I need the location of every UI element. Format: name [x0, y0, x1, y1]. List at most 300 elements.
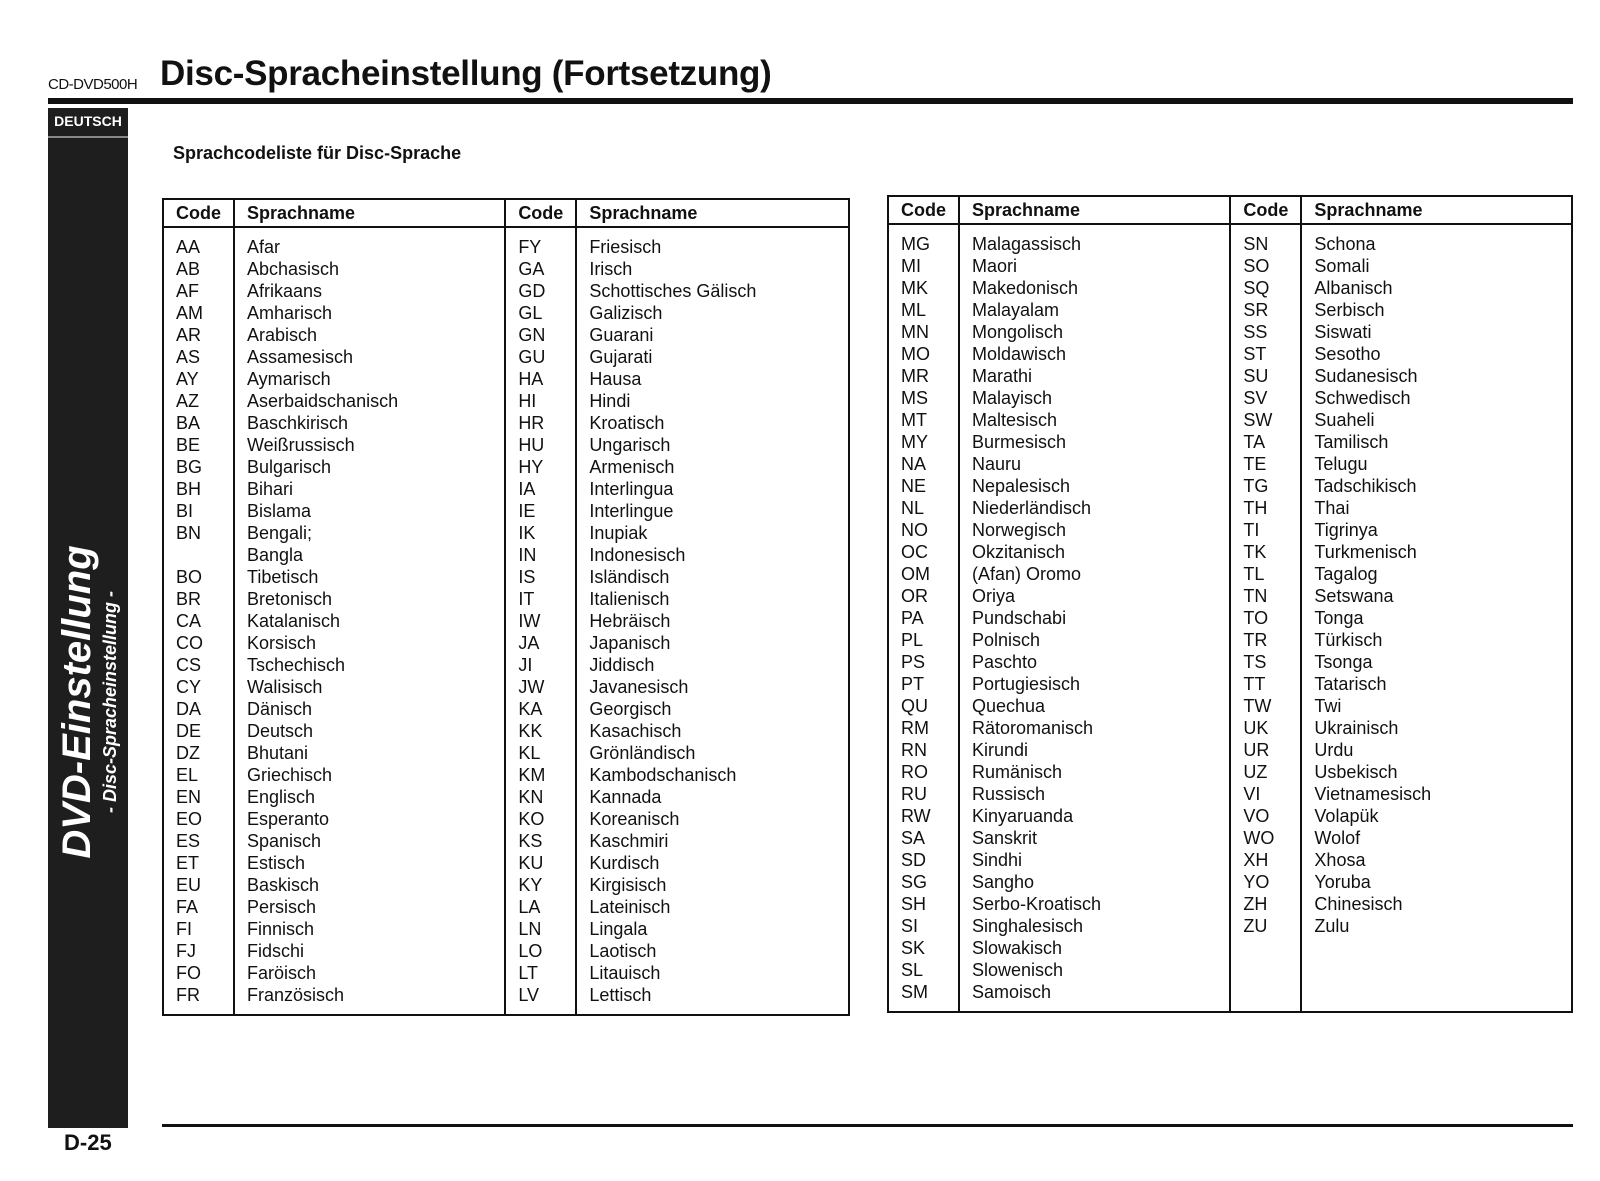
language-name: Bihari [234, 478, 505, 500]
language-code: TK [1230, 541, 1301, 563]
language-name: Suaheli [1314, 410, 1375, 430]
language-name: Walisisch [234, 676, 505, 698]
section-subheading: Sprachcodeliste für Disc-Sprache [173, 143, 462, 163]
table-row [888, 849, 1572, 871]
table-row [888, 805, 1572, 827]
language-code: MR [888, 365, 959, 387]
language-name: Aymarisch [234, 368, 505, 390]
language-code [163, 544, 234, 566]
table-row [163, 368, 849, 390]
column-header-name: Sprachname [959, 196, 1230, 224]
language-name: Spanisch [234, 830, 505, 852]
table-row [888, 739, 1572, 761]
table-row [888, 365, 1572, 387]
table-row [163, 984, 849, 1015]
language-name: Malagassisch [959, 224, 1230, 255]
language-name: Twi [1314, 696, 1342, 716]
language-code: FO [163, 962, 234, 984]
language-name: Sangho [959, 871, 1230, 893]
language-name: Portugiesisch [959, 673, 1230, 695]
language-name: Georgisch [589, 699, 672, 719]
language-name: Arabisch [234, 324, 505, 346]
table-row [888, 695, 1572, 717]
language-code: GU [505, 346, 576, 368]
language-code: BE [163, 434, 234, 456]
language-name: Kaschmiri [589, 831, 669, 851]
language-name: Inupiak [589, 523, 648, 543]
language-code: OR [888, 585, 959, 607]
language-code: MG [888, 224, 959, 255]
language-name: Italienisch [589, 589, 670, 609]
table-row [163, 786, 849, 808]
table-row [163, 764, 849, 786]
language-code: KM [505, 764, 576, 786]
language-code: KO [505, 808, 576, 830]
language-code: FA [163, 896, 234, 918]
language-name: Tatarisch [1314, 674, 1387, 694]
language-name: Finnisch [234, 918, 505, 940]
language-code: BG [163, 456, 234, 478]
language-name: Laotisch [589, 941, 657, 961]
language-code: IA [505, 478, 576, 500]
language-name: Armenisch [589, 457, 675, 477]
language-name: Estisch [234, 852, 505, 874]
language-name: Tsonga [1314, 652, 1373, 672]
sidebar-section-label [55, 545, 121, 858]
language-code: BO [163, 566, 234, 588]
table-row [163, 346, 849, 368]
table-row [163, 456, 849, 478]
language-code: RU [888, 783, 959, 805]
language-code: FY [505, 227, 576, 258]
language-code: TS [1230, 651, 1301, 673]
language-code: GN [505, 324, 576, 346]
language-code: HR [505, 412, 576, 434]
language-code: CA [163, 610, 234, 632]
table-row [888, 981, 1572, 1012]
language-name: Weißrussisch [234, 434, 505, 456]
table-row [163, 962, 849, 984]
table-row [163, 896, 849, 918]
column-header-code: Code [888, 196, 959, 224]
language-name: Tonga [1314, 608, 1364, 628]
language-code: ZH [1230, 893, 1301, 915]
language-code: TT [1230, 673, 1301, 695]
table-row [888, 871, 1572, 893]
table-body [888, 224, 1572, 1012]
language-name: Serbisch [1314, 300, 1385, 320]
language-code: HI [505, 390, 576, 412]
language-name: Kurdisch [589, 853, 660, 873]
table-row [163, 390, 849, 412]
language-name: Friesisch [589, 237, 662, 257]
language-name: Bislama [234, 500, 505, 522]
language-code: LO [505, 940, 576, 962]
table-row [888, 761, 1572, 783]
language-code: TR [1230, 629, 1301, 651]
language-name: Aserbaidschanisch [234, 390, 505, 412]
language-code: FR [163, 984, 234, 1015]
language-code: BR [163, 588, 234, 610]
language-code: IW [505, 610, 576, 632]
language-name: Schwedisch [1314, 388, 1411, 408]
language-name: Tschechisch [234, 654, 505, 676]
language-code: BI [163, 500, 234, 522]
sidebar [48, 108, 128, 1128]
language-name: Interlingua [589, 479, 674, 499]
language-name: Volapük [1314, 806, 1379, 826]
language-code: HU [505, 434, 576, 456]
language-name: Kirundi [959, 739, 1230, 761]
language-code: ST [1230, 343, 1301, 365]
language-name: Usbekisch [1314, 762, 1398, 782]
language-name: Siswati [1314, 322, 1372, 342]
language-code: MS [888, 387, 959, 409]
language-code: IS [505, 566, 576, 588]
table-row [163, 280, 849, 302]
language-name [1301, 981, 1572, 1012]
language-code: SU [1230, 365, 1301, 387]
language-name: Assamesisch [234, 346, 505, 368]
language-name: Okzitanisch [959, 541, 1230, 563]
language-name: Bulgarisch [234, 456, 505, 478]
table-row [163, 808, 849, 830]
language-name: Gujarati [589, 347, 653, 367]
language-code: QU [888, 695, 959, 717]
language-name: Kroatisch [589, 413, 665, 433]
language-name: Tamilisch [1314, 432, 1389, 452]
table-row [888, 717, 1572, 739]
language-code: GL [505, 302, 576, 324]
language-code: GD [505, 280, 576, 302]
language-code: SW [1230, 409, 1301, 431]
table-row [888, 607, 1572, 629]
language-code: SI [888, 915, 959, 937]
language-name: Serbo-Kroatisch [959, 893, 1230, 915]
language-name [1301, 959, 1572, 981]
language-name: Tibetisch [234, 566, 505, 588]
language-name: Burmesisch [959, 431, 1230, 453]
language-code: KA [505, 698, 576, 720]
language-name: Vietnamesisch [1314, 784, 1432, 804]
language-code: BA [163, 412, 234, 434]
language-code: DZ [163, 742, 234, 764]
language-name: Marathi [959, 365, 1230, 387]
table-row [163, 698, 849, 720]
footer-rule [162, 1124, 1573, 1127]
title-rule [48, 98, 1573, 104]
language-code: IE [505, 500, 576, 522]
language-code: TH [1230, 497, 1301, 519]
language-code: SS [1230, 321, 1301, 343]
language-name: Koreanisch [589, 809, 680, 829]
language-code: XH [1230, 849, 1301, 871]
language-code: MO [888, 343, 959, 365]
language-code: ML [888, 299, 959, 321]
language-name: Moldawisch [959, 343, 1230, 365]
language-code [1230, 937, 1301, 959]
language-code: AY [163, 368, 234, 390]
language-name: Lateinisch [589, 897, 671, 917]
table-row [888, 629, 1572, 651]
language-name: Esperanto [234, 808, 505, 830]
language-name: Samoisch [959, 981, 1230, 1012]
table-row [888, 827, 1572, 849]
language-name: Abchasisch [234, 258, 505, 280]
language-code: AZ [163, 390, 234, 412]
language-code: EL [163, 764, 234, 786]
language-name: Irisch [589, 259, 633, 279]
language-name: Rumänisch [959, 761, 1230, 783]
language-name: Schottisches Gälisch [589, 281, 757, 301]
language-name: Kinyaruanda [959, 805, 1230, 827]
language-name: Fidschi [234, 940, 505, 962]
language-code: UZ [1230, 761, 1301, 783]
language-code: MN [888, 321, 959, 343]
language-name: Baschkirisch [234, 412, 505, 434]
language-code: NO [888, 519, 959, 541]
language-code: FJ [163, 940, 234, 962]
language-code: LV [505, 984, 576, 1015]
language-code: AR [163, 324, 234, 346]
table-row [163, 676, 849, 698]
language-code: ET [163, 852, 234, 874]
language-name: Makedonisch [959, 277, 1230, 299]
language-name: Somali [1314, 256, 1370, 276]
table-row [888, 255, 1572, 277]
language-name: Dänisch [234, 698, 505, 720]
language-name: Amharisch [234, 302, 505, 324]
language-tag: DEUTSCH [54, 113, 122, 129]
table-row [888, 299, 1572, 321]
language-name: Faröisch [234, 962, 505, 984]
column-header-code: Code [1230, 196, 1301, 224]
language-name: Sindhi [959, 849, 1230, 871]
language-code: SK [888, 937, 959, 959]
language-name: Ukrainisch [1314, 718, 1399, 738]
language-code: PA [888, 607, 959, 629]
table-row [163, 720, 849, 742]
language-code: BH [163, 478, 234, 500]
table-row [163, 544, 849, 566]
language-code: AB [163, 258, 234, 280]
language-code: RO [888, 761, 959, 783]
language-code: RN [888, 739, 959, 761]
language-name: Singhalesisch [959, 915, 1230, 937]
language-name: Xhosa [1314, 850, 1366, 870]
table-row [888, 321, 1572, 343]
table-row [163, 324, 849, 346]
table-row [888, 585, 1572, 607]
table-row [888, 277, 1572, 299]
language-code: EU [163, 874, 234, 896]
language-name: Malayalam [959, 299, 1230, 321]
language-code: DA [163, 698, 234, 720]
language-code: AM [163, 302, 234, 324]
language-name: Rätoromanisch [959, 717, 1230, 739]
language-name: Russisch [959, 783, 1230, 805]
language-code: MK [888, 277, 959, 299]
table-row [163, 500, 849, 522]
language-code: YO [1230, 871, 1301, 893]
language-code: DE [163, 720, 234, 742]
language-name: Zulu [1314, 916, 1350, 936]
language-code: HY [505, 456, 576, 478]
language-name: Katalanisch [234, 610, 505, 632]
language-name: Thai [1314, 498, 1350, 518]
language-name: Tagalog [1314, 564, 1378, 584]
language-code: CY [163, 676, 234, 698]
model-number: CD-DVD500H [48, 76, 138, 93]
language-name: Sesotho [1314, 344, 1381, 364]
language-code: CS [163, 654, 234, 676]
language-name: Polnisch [959, 629, 1230, 651]
language-name: Deutsch [234, 720, 505, 742]
table-row [888, 959, 1572, 981]
language-name: Grönländisch [589, 743, 696, 763]
language-name: Litauisch [589, 963, 661, 983]
language-code: SR [1230, 299, 1301, 321]
language-name: Urdu [1314, 740, 1354, 760]
language-name: Paschto [959, 651, 1230, 673]
language-code: LT [505, 962, 576, 984]
table-row [163, 830, 849, 852]
language-code: KK [505, 720, 576, 742]
table-row [163, 434, 849, 456]
table-row [888, 563, 1572, 585]
language-code: JW [505, 676, 576, 698]
language-name: Bretonisch [234, 588, 505, 610]
language-name: Griechisch [234, 764, 505, 786]
language-name: Kambodschanisch [589, 765, 737, 785]
language-name: Malayisch [959, 387, 1230, 409]
table-header-row [888, 196, 1572, 224]
language-name: Kasachisch [589, 721, 682, 741]
language-code: SM [888, 981, 959, 1012]
language-name: Bangla [234, 544, 505, 566]
table-row [888, 541, 1572, 563]
language-code: TN [1230, 585, 1301, 607]
table-row [888, 453, 1572, 475]
language-code: SA [888, 827, 959, 849]
language-name: Bhutani [234, 742, 505, 764]
language-name: Kirgisisch [589, 875, 667, 895]
language-name: Maori [959, 255, 1230, 277]
table-row [888, 224, 1572, 255]
table-row [888, 519, 1572, 541]
language-name: Nauru [959, 453, 1230, 475]
language-name: Korsisch [234, 632, 505, 654]
language-code: CO [163, 632, 234, 654]
language-code: NA [888, 453, 959, 475]
table-body [163, 227, 849, 1015]
language-name: Setswana [1314, 586, 1394, 606]
language-code: TL [1230, 563, 1301, 585]
language-code: MI [888, 255, 959, 277]
language-code: PT [888, 673, 959, 695]
language-name: Afrikaans [234, 280, 505, 302]
language-code: TE [1230, 453, 1301, 475]
language-code: VO [1230, 805, 1301, 827]
language-code: BN [163, 522, 234, 544]
language-name: Lettisch [589, 985, 652, 1005]
language-code: MY [888, 431, 959, 453]
language-name: Jiddisch [589, 655, 655, 675]
language-code: SO [1230, 255, 1301, 277]
language-code: SL [888, 959, 959, 981]
language-code: KU [505, 852, 576, 874]
sidebar-section-subtitle: - Disc-Spracheinstellung - [100, 590, 120, 814]
language-name: Mongolisch [959, 321, 1230, 343]
table-row [163, 522, 849, 544]
language-code: TO [1230, 607, 1301, 629]
language-code: IT [505, 588, 576, 610]
language-name: Albanisch [1314, 278, 1393, 298]
language-name: Bengali; [234, 522, 505, 544]
language-name: Chinesisch [1314, 894, 1403, 914]
language-code: SD [888, 849, 959, 871]
language-code: TA [1230, 431, 1301, 453]
language-code: KY [505, 874, 576, 896]
language-name: Schona [1314, 234, 1376, 254]
table-row [163, 742, 849, 764]
language-name: Kannada [589, 787, 662, 807]
language-name: Javanesisch [589, 677, 689, 697]
column-header-name: Sprachname [234, 199, 505, 227]
table-row [888, 387, 1572, 409]
language-code-table-right [887, 195, 1573, 1013]
table-row [888, 343, 1572, 365]
table-row [888, 409, 1572, 431]
language-name: Sudanesisch [1314, 366, 1418, 386]
table-row [888, 915, 1572, 937]
language-code: AS [163, 346, 234, 368]
language-name: Yoruba [1314, 872, 1371, 892]
column-header-name: Sprachname [1301, 196, 1572, 224]
language-name: Lingala [589, 919, 648, 939]
language-name: Englisch [234, 786, 505, 808]
language-name: Norwegisch [959, 519, 1230, 541]
table-row [163, 852, 849, 874]
language-name: (Afan) Oromo [959, 563, 1230, 585]
table-row [888, 893, 1572, 915]
table-row [888, 651, 1572, 673]
language-name: Telugu [1314, 454, 1368, 474]
language-code: EO [163, 808, 234, 830]
language-name: Isländisch [589, 567, 670, 587]
language-code: TI [1230, 519, 1301, 541]
table-row [888, 497, 1572, 519]
table-row [163, 478, 849, 500]
table-row [163, 258, 849, 280]
language-code: MT [888, 409, 959, 431]
language-name: Afar [234, 227, 505, 258]
language-name: Hindi [589, 391, 631, 411]
language-name: Persisch [234, 896, 505, 918]
language-code: KN [505, 786, 576, 808]
language-code: RW [888, 805, 959, 827]
language-name: Wolof [1314, 828, 1361, 848]
table-row [888, 673, 1572, 695]
language-name: Hausa [589, 369, 642, 389]
language-code: IK [505, 522, 576, 544]
column-header-name: Sprachname [576, 199, 849, 227]
language-code: TG [1230, 475, 1301, 497]
language-code [1230, 959, 1301, 981]
language-name: Quechua [959, 695, 1230, 717]
language-code: EN [163, 786, 234, 808]
language-code: PL [888, 629, 959, 651]
